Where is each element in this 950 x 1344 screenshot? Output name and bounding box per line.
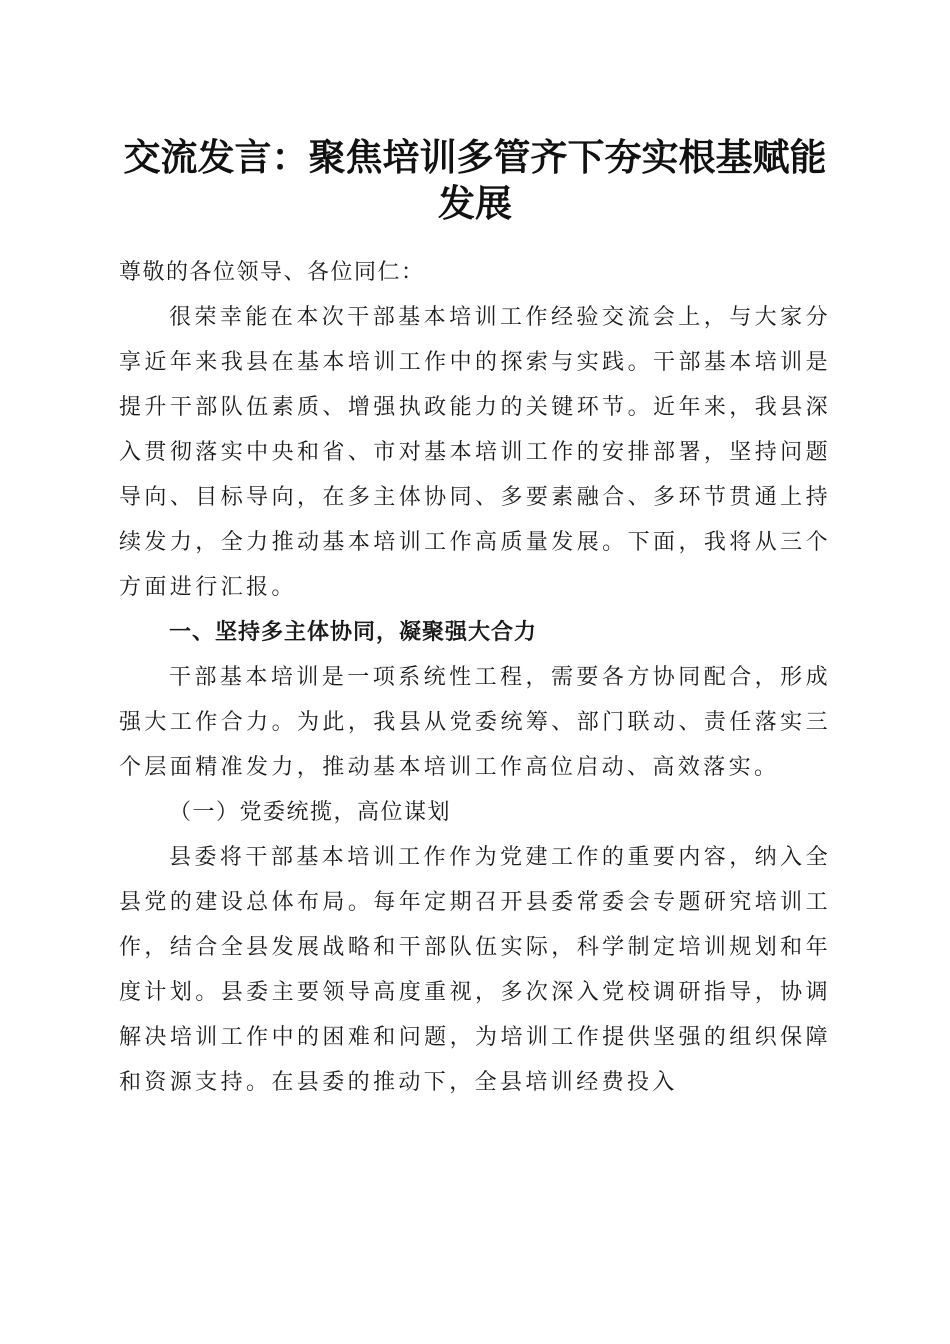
paragraph-subsection-1: 县委将干部基本培训工作作为党建工作的重要内容，纳入全县党的建设总体布局。每年定期召开县委常委会专题研究培训工作，结合全县发展战略和干部队伍实际，科学制定培训规划和年度计划。县委主要领导高度重视，多次深入党校调研指导，协调解决培训工作中的困难和问题，为培训工作提供坚强的组织保障和资源支持。在县委的推动下，全县培训经费投入 bbox=[119, 845, 831, 1095]
paragraph-intro: 很荣幸能在本次干部基本培训工作经验交流会上，与大家分享近年来我县在基本培训工作中的探索与实践。干部基本培训是提升干部队伍素质、增强执政能力的关键环节。近年来，我县深入贯彻落实中央和省、市对基本培训工作的安排部署，坚持问题导向、目标导向，在多主体协同、多要素融合、多环节贯通上持续发力，全力推动基本培训工作高质量发展。下面，我将从三个方面进行汇报。 bbox=[119, 305, 831, 600]
paragraph-section-1: 干部基本培训是一项系统性工程，需要各方协同配合，形成强大工作合力。为此，我县从党委统筹、部门联动、责任落实三个层面精准发力，推动基本培训工作高位启动、高效落实。 bbox=[119, 665, 831, 780]
section-heading-1: 一、坚持多主体协同，凝聚强大合力 bbox=[169, 620, 538, 645]
subsection-heading-1: （一）党委统揽，高位谋划 bbox=[169, 800, 452, 825]
salutation: 尊敬的各位领导、各位同仁： bbox=[119, 260, 425, 285]
document-title: 交流发言：聚焦培训多管齐下夯实根基赋能发展 bbox=[123, 135, 827, 225]
document-body bbox=[119, 250, 831, 1105]
